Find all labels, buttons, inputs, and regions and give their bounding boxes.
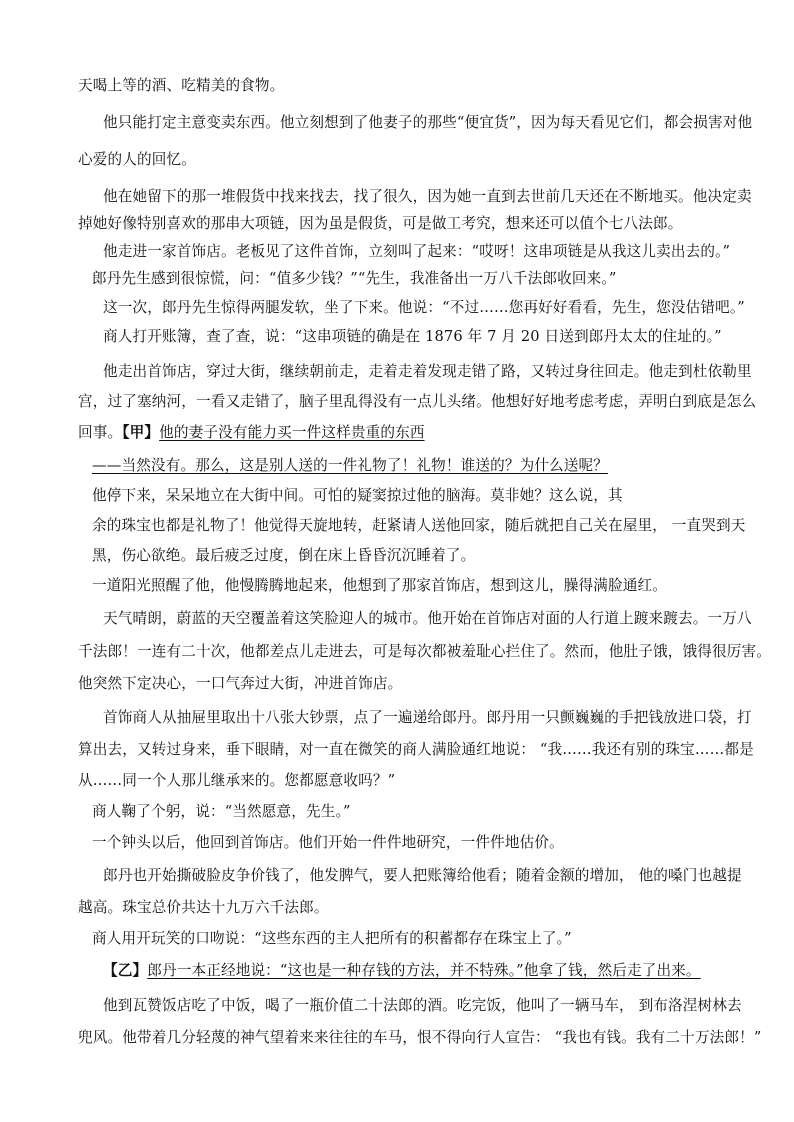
- text-line: 商人打开账簿，查了查，说：“这串项链的确是在 1876 年 7 月 20 日送到郎丹太太的住址的。”: [103, 328, 722, 345]
- text-line: 天气晴朗，蔚蓝的天空覆盖着这笑脸迎人的城市。他开始在首饰店对面的人行道上踱来踱去。一万八: [103, 610, 752, 627]
- text-line: 他走出首饰店，穿过大街，继续朝前走，走着走着发现走错了路，又转过身往回走。他走到杜依勒里: [103, 363, 752, 380]
- text-line: 他到瓦赞饭店吃了中饭，喝了一瓶价值二十法郎的酒。吃完饭，他叫了一辆马车， 到布洛涅树林去: [103, 997, 742, 1014]
- text-line: [78, 423, 425, 443]
- underlined-passage-jia-continued: ——当然没有。那么，这是别人送的一件礼物了！礼物！谁送的？为什么送呢？: [92, 457, 609, 474]
- text-line: 从……同一个人那儿继承来的。您都愿意收吗？”: [78, 772, 396, 789]
- blank-marker-jia: 【甲】: [122, 424, 160, 441]
- text-line: 宫，过了塞纳河，一看又走错了，脑子里乱得没有一点儿头绪。他想好好地考虑考虑，弄明白到底是怎么: [78, 393, 757, 410]
- underlined-passage-yi: 郎丹一本正经地说：“这也是一种存钱的方法，并不特殊。”他拿了钱，然后走了出来。: [147, 962, 701, 979]
- text-line: 心爱的人的回忆。: [78, 151, 196, 168]
- text-line: 他停下来，呆呆地立在大街中间。可怕的疑窦掠过他的脑海。莫非她？这么说，其: [92, 487, 623, 504]
- text-line: 掉她好像特别喜欢的那串大项链，因为虽是假货，可是做工考究，想来还可以值个七八法郎。: [78, 215, 683, 232]
- text-line: 兜风。他带着几分轻蔑的神气望着来来往往的车马，恨不得向行人宣告： “我也有钱。我有二十万法郎！”: [78, 1029, 762, 1046]
- text-line: [103, 961, 701, 981]
- text-line: 郎丹也开始撕破脸皮争价钱了，他发脾气，要人把账簿给他看；随着金额的增加， 他的嗓门也越提: [103, 867, 742, 884]
- text-line: 商人鞠了个躬，说：“当然愿意，先生。”: [92, 803, 351, 820]
- blank-marker-yi: 【乙】: [103, 962, 148, 979]
- text-run: 回事。: [78, 424, 123, 441]
- text-line: 商人用开玩笑的口吻说：“这些东西的主人把所有的积蓄都存在珠宝上了。”: [92, 930, 572, 947]
- text-line: 这一次，郎丹先生惊得两腿发软，坐了下来。他说：“不过……您再好好看看，先生，您没估错吧。”: [103, 299, 745, 316]
- text-line: 余的珠宝也都是礼物了！他觉得天旋地转，赶紧请人送他回家，随后就把自己关在屋里， 一直哭到天: [92, 517, 746, 534]
- text-line: 千法郎！一连有二十次，他都差点儿走进去，可是每次都被羞耻心拦住了。然而，他肚子饿，饿得很厉害。: [78, 643, 771, 660]
- text-line: 一道阳光照醒了他，他慢腾腾地起来，他想到了那家首饰店，想到这儿，臊得满脸通红。: [92, 577, 668, 594]
- text-line: 算出去，又转过身来，垂下眼睛，对一直在微笑的商人满脸通红地说： “我……我还有别的珠宝……都是: [78, 741, 754, 758]
- underlined-passage-jia: 他的妻子没有能力买一件这样贵重的东西: [159, 424, 425, 441]
- text-line: 黑，伤心欲绝。最后疲乏过度，倒在床上昏昏沉沉睡着了。: [92, 547, 476, 564]
- text-line: 他只能打定主意变卖东西。他立刻想到了他妻子的那些“便宜货”，因为每天看见它们，都会损害对他: [103, 114, 753, 131]
- text-line: 他走进一家首饰店。老板见了这件首饰，立刻叫了起来：“哎呀！这串项链是从我这儿卖出去的。”: [103, 243, 731, 260]
- text-line: 天喝上等的酒、吃精美的食物。: [78, 77, 285, 94]
- text-line: 首饰商人从抽屉里取出十八张大钞票，点了一遍递给郎丹。郎丹用一只颤巍巍的手把钱放进口袋，打: [103, 709, 752, 726]
- text-line: 他突然下定决心，一口气奔过大街，冲进首饰店。: [78, 675, 403, 692]
- text-line: 一个钟头以后，他回到首饰店。他们开始一件件地研究，一件件地估价。: [92, 834, 564, 851]
- text-line: 他在她留下的那一堆假货中找来找去，找了很久，因为她一直到去世前几天还在不断地买。他决定卖: [103, 188, 752, 205]
- text-line: 越高。珠宝总价共达十九万六千法郎。: [78, 899, 329, 916]
- text-line: 郎丹先生感到很惊慌，问：“值多少钱？”“先生，我准备出一万八千法郎收回来。”: [92, 270, 617, 287]
